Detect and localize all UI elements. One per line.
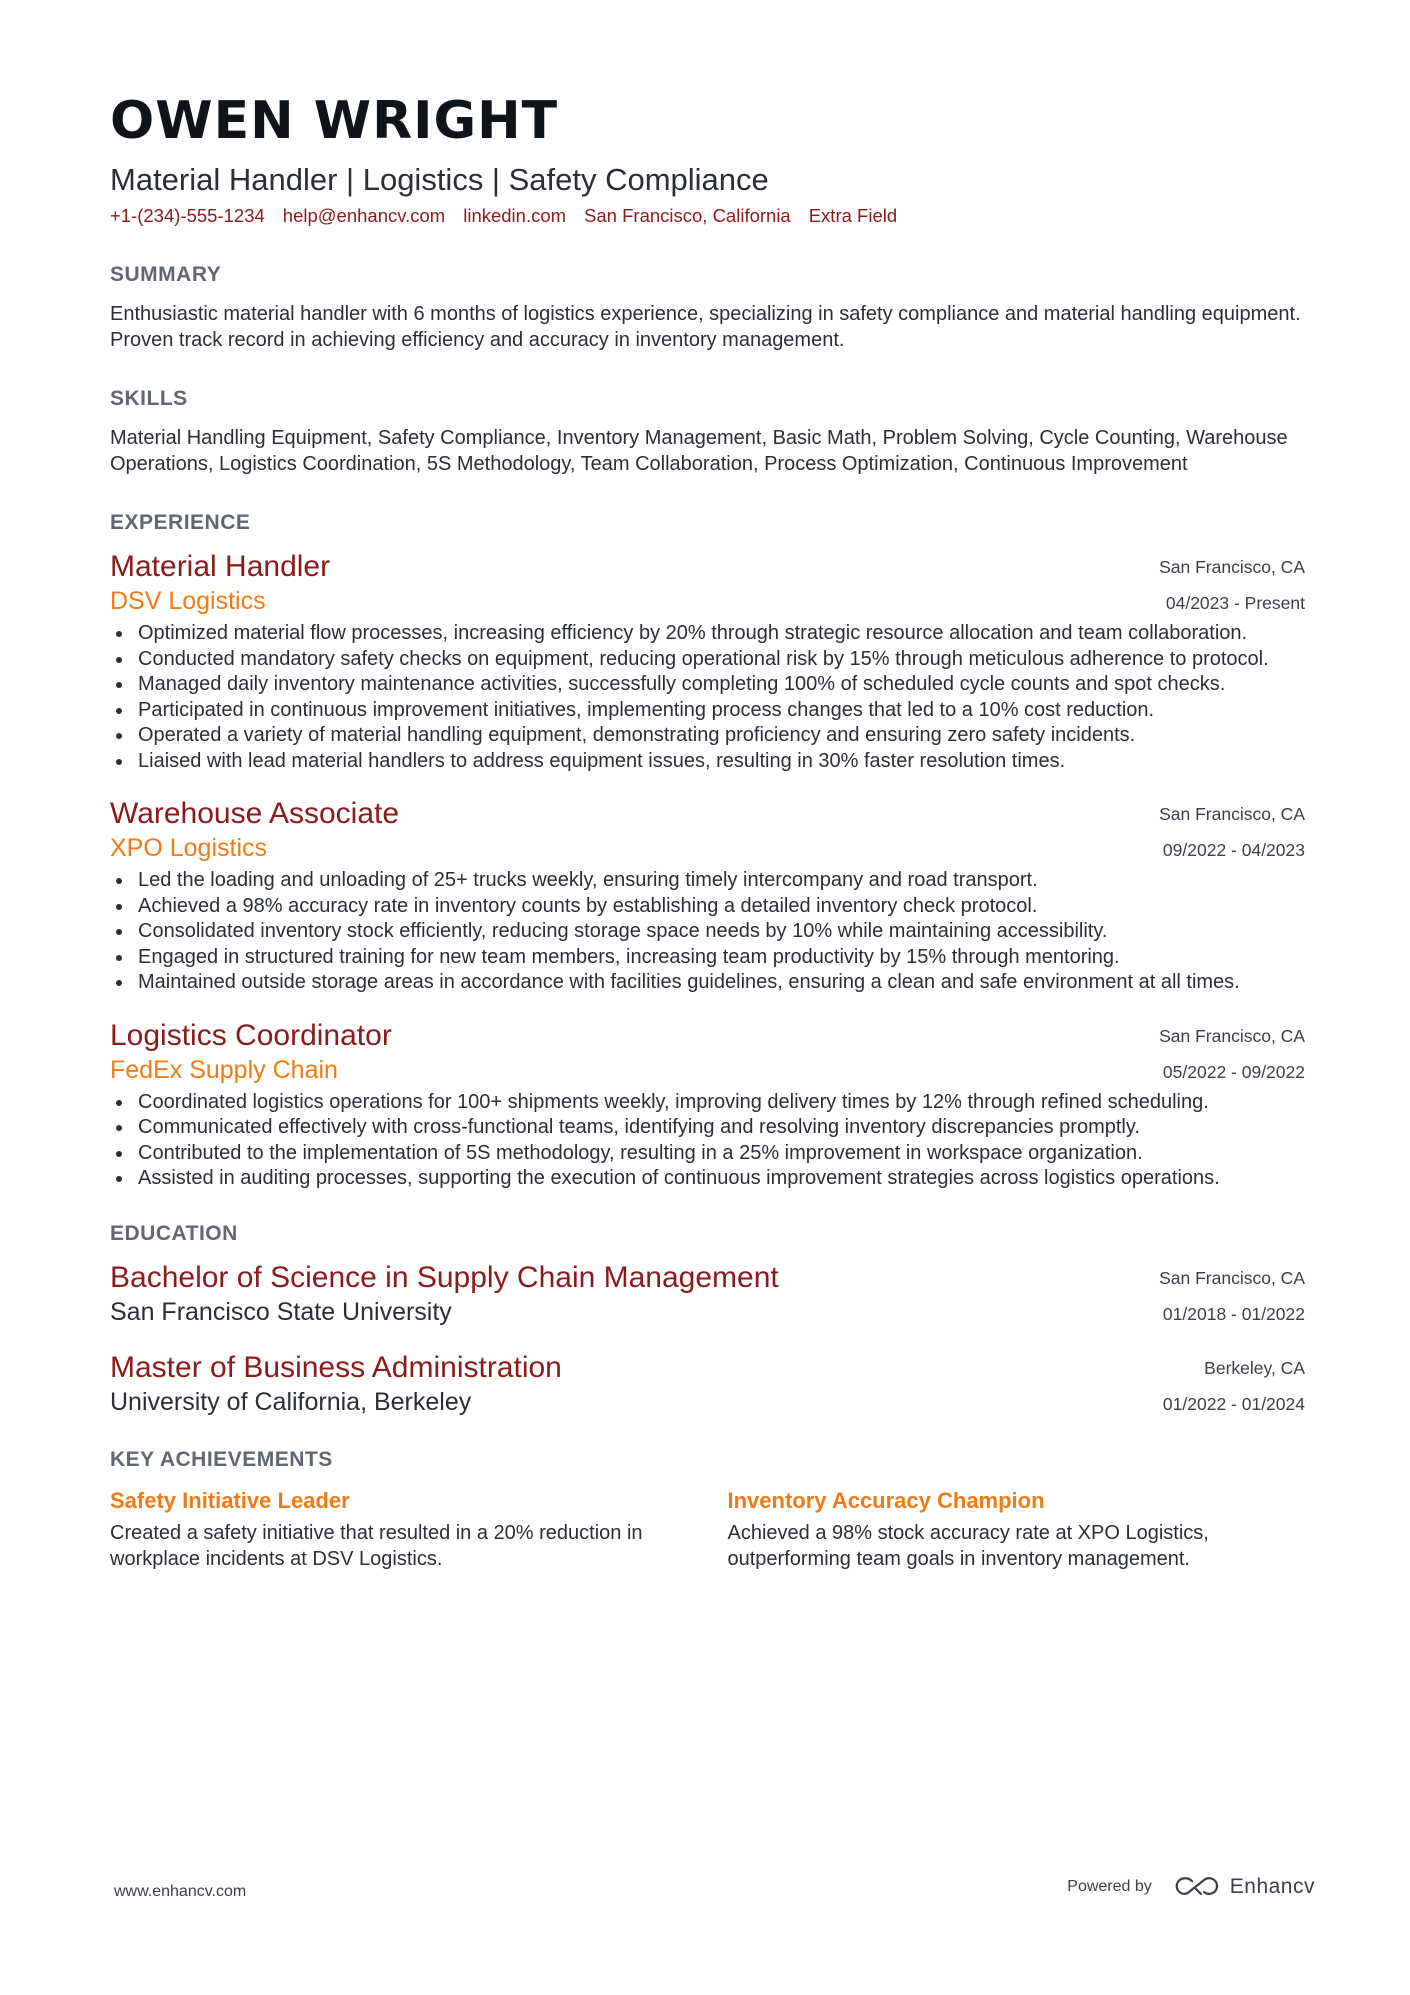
education-entry-header: [110, 1350, 1305, 1418]
achievements-grid: [110, 1486, 1305, 1572]
job-bullet: Consolidated inventory stock efficiently, reducing storage space needs by 10% while maintaining accessibility.: [110, 919, 1305, 945]
degree-title: Master of Business Administration: [110, 1350, 562, 1384]
job-bullet: Maintained outside storage areas in accordance with facilities guidelines, ensuring a clean and safe environment at all times.: [110, 970, 1305, 996]
degree-title: Bachelor of Science in Supply Chain Management: [110, 1260, 779, 1294]
job-bullet: Assisted in auditing processes, supporting the execution of continuous improvement strategies across logistics operations.: [110, 1166, 1305, 1192]
achievement-text: Achieved a 98% stock accuracy rate at XPO Logistics, outperforming team goals in inventory management.: [727, 1521, 1209, 1570]
job-bullet: Coordinated logistics operations for 100+ shipments weekly, improving delivery times by 12% through refined scheduling.: [110, 1090, 1305, 1116]
powered-by-label: Powered by: [1067, 1878, 1152, 1895]
job-bullets: [110, 621, 1305, 774]
section-title-experience: EXPERIENCE: [110, 511, 251, 535]
job-title: Warehouse Associate: [110, 797, 400, 831]
experience-entry-header: [110, 549, 1305, 617]
enhancv-brand-name: Enhancv: [1229, 1875, 1315, 1898]
achievement-title: Inventory Accuracy Champion: [727, 1487, 1045, 1513]
education-entry: [110, 1350, 1305, 1418]
job-meta: [1159, 549, 1305, 621]
job-location: San Francisco, CA: [1159, 804, 1305, 825]
job-meta: [1159, 796, 1305, 868]
job-bullet: Contributed to the implementation of 5S methodology, resulting in a 25% improvement in workspace organization.: [110, 1141, 1305, 1167]
job-bullet: Managed daily inventory maintenance activities, successfully completing 100% of scheduled cycle counts and spot checks.: [110, 672, 1305, 698]
experience-entry-header: [110, 1018, 1305, 1086]
job-bullet: Communicated effectively with cross-functional teams, identifying and resolving inventory discrepancies promptly.: [110, 1115, 1305, 1141]
school-name: University of California, Berkeley: [110, 1387, 472, 1416]
job-bullet: Liaised with lead material handlers to address equipment issues, resulting in 30% faster resolution times.: [110, 749, 1305, 775]
contact-phone[interactable]: +1-(234)-555-1234: [110, 205, 265, 227]
resume-page: [110, 91, 1305, 1572]
company-name: FedEx Supply Chain: [110, 1055, 338, 1084]
job-dates: 09/2022 - 04/2023: [1162, 840, 1305, 861]
summary-text: Enthusiastic material handler with 6 months of logistics experience, specializing in safety compliance and material handling equipment. Proven track record in achieving efficiency and accuracy in inventory management.: [110, 303, 1301, 352]
job-meta: [1159, 1018, 1305, 1090]
company-name: DSV Logistics: [110, 587, 266, 616]
job-location: San Francisco, CA: [1159, 557, 1305, 578]
job-bullets: [110, 1090, 1305, 1192]
experience-section: [110, 511, 1305, 1192]
education-entry: [110, 1260, 1305, 1328]
skills-text: Material Handling Equipment, Safety Compliance, Inventory Management, Basic Math, Problem Solving, Cycle Counting, Warehouse Operations, Logistics Coordination, 5S Methodology, Team Collaboration, Process Optimization, Continuous Improvement: [110, 427, 1288, 476]
education-entry-header: [110, 1260, 1305, 1328]
footer-branding: [1067, 1875, 1315, 1899]
experience-entry: [110, 1018, 1305, 1192]
job-dates: 04/2023 - Present: [1165, 593, 1305, 614]
experience-entry-header: [110, 796, 1305, 864]
enhancv-logo-icon: [1174, 1875, 1220, 1899]
education-dates: 01/2018 - 01/2022: [1162, 1303, 1305, 1324]
job-title: Logistics Coordinator: [110, 1018, 392, 1052]
summary-section: [110, 263, 1305, 353]
section-title-skills: SKILLS: [110, 387, 188, 411]
company-name: XPO Logistics: [110, 834, 268, 863]
education-location: Berkeley, CA: [1204, 1357, 1305, 1378]
job-bullet: Achieved a 98% accuracy rate in inventory counts by establishing a detailed inventory check protocol.: [110, 894, 1305, 920]
education-meta: [1163, 1350, 1305, 1422]
achievement-item: [728, 1486, 1306, 1572]
job-bullets: [110, 868, 1305, 996]
section-title-education: EDUCATION: [110, 1221, 238, 1245]
education-dates: 01/2022 - 01/2024: [1162, 1393, 1305, 1414]
education-meta: [1159, 1260, 1305, 1332]
contact-location: San Francisco, California: [584, 205, 791, 227]
achievements-section: [110, 1448, 1305, 1572]
job-title: Material Handler: [110, 550, 331, 584]
job-location: San Francisco, CA: [1159, 1025, 1305, 1046]
job-bullet: Engaged in structured training for new team members, increasing team productivity by 15% through mentoring.: [110, 945, 1305, 971]
enhancv-brand[interactable]: [1174, 1875, 1315, 1899]
contact-extra-field: Extra Field: [808, 205, 898, 227]
section-title-summary: SUMMARY: [110, 263, 222, 287]
job-bullet: Led the loading and unloading of 25+ trucks weekly, ensuring timely intercompany and road transport.: [110, 868, 1305, 894]
achievement-item: [110, 1486, 688, 1572]
experience-entry: [110, 549, 1305, 774]
job-bullet: Conducted mandatory safety checks on equipment, reducing operational risk by 15% through meticulous adherence to protocol.: [110, 647, 1305, 673]
section-title-achievements: KEY ACHIEVEMENTS: [110, 1447, 333, 1471]
job-bullet: Optimized material flow processes, increasing efficiency by 20% through strategic resource allocation and team collaboration.: [110, 621, 1305, 647]
contact-email[interactable]: help@enhancv.com: [282, 205, 446, 227]
skills-section: [110, 387, 1305, 477]
footer-website[interactable]: www.enhancv.com: [114, 1883, 247, 1900]
contact-bar: [110, 205, 1305, 227]
experience-entry: [110, 796, 1305, 996]
education-section: [110, 1222, 1305, 1418]
school-name: San Francisco State University: [110, 1297, 452, 1326]
contact-linkedin[interactable]: linkedin.com: [463, 205, 567, 227]
education-location: San Francisco, CA: [1159, 1267, 1305, 1288]
job-bullet: Operated a variety of material handling equipment, demonstrating proficiency and ensuring zero safety incidents.: [110, 723, 1305, 749]
candidate-name: OWEN WRIGHT: [110, 91, 559, 151]
job-dates: 05/2022 - 09/2022: [1162, 1061, 1305, 1082]
achievement-text: Created a safety initiative that resulted in a 20% reduction in workplace incidents at DSV Logistics.: [110, 1521, 643, 1570]
candidate-tagline: Material Handler | Logistics | Safety Compliance: [110, 162, 769, 197]
job-bullet: Participated in continuous improvement initiatives, implementing process changes that led to a 10% cost reduction.: [110, 698, 1305, 724]
achievement-title: Safety Initiative Leader: [110, 1487, 350, 1513]
